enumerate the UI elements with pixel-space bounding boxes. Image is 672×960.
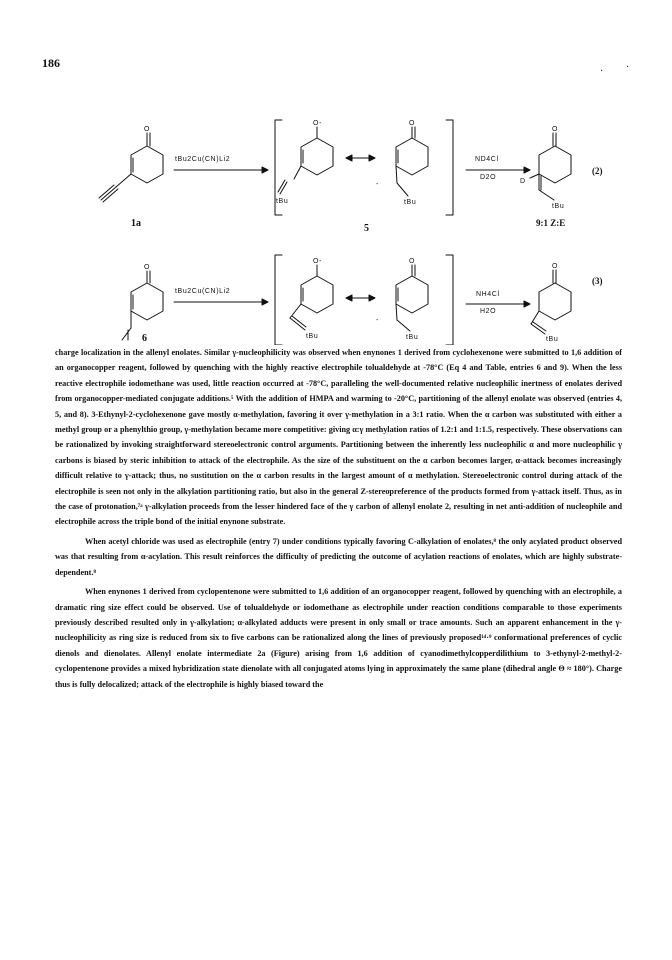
structure-dienolate <box>290 265 333 330</box>
structure-allenyl-enolate <box>278 127 333 194</box>
paragraph: When acetyl chloride was used as electrophile (entry 7) under conditions typically favoring C-alkylation of enolates,⁸ the only acylated product observed was that resulting from α-acylation. This result reinforces the difficulty of predicting the outcome of acylation reactions of enolates, which are highly substrate-dependent.⁸ <box>55 536 622 577</box>
speck-mark: · <box>626 62 630 73</box>
atom-oxygen: O <box>144 126 151 133</box>
speck-mark: · <box>600 66 604 77</box>
group-tbu: tBu <box>406 334 419 341</box>
z-e-ratio: 9:1 Z:E <box>536 218 566 228</box>
atom-oxygen: O <box>144 264 151 271</box>
charge-minus: - <box>376 181 379 188</box>
group-tbu: tBu <box>276 198 289 205</box>
structure-1a <box>99 133 163 202</box>
compound-label: 5 <box>364 223 369 234</box>
atom-oxygen-anion: O- <box>313 258 322 265</box>
structure-protonated-product <box>531 270 571 334</box>
page-number: 186 <box>42 56 60 70</box>
group-tbu: tBu <box>546 336 559 343</box>
structure-vinyl-anion <box>396 127 428 196</box>
reagent-cuprate: tBu2Cu(CN)Li2 <box>175 288 231 295</box>
equation-number: (3) <box>592 276 603 286</box>
reagent-nd4cl: ND4Cl <box>475 156 499 163</box>
reaction-scheme <box>0 0 672 345</box>
atom-oxygen: O <box>552 263 559 270</box>
paragraph: charge localization in the allenyl enolates. Similar γ-nucleophilicity was observed when enynones 1 derived from cyclohexenone were submitted to 1,6 addition of an organocopper reagent, followed by quenching with the highly reactive electrophile tolualdehyde at -78°C (Eq 4 and Table, entries 6 and 9). When the less reactive electrophile iodomethane was used, little reaction occurred at -78°C, paralleling the well-documented relative nucleophilic inertness of enolates derived from organocopper-mediated conjugate additions.⁵ With the addition of HMPA and warming to -20°C, partitioning of the allenyl enolate was observed (entries 4, 5, and 8). 3-Ethynyl-2-cyclohexenone gave mostly α-methylation, favoring it over γ-methylation in a 3:1 ratio. When the α carbon was substituted with either a methyl group or a phenylthio group, γ-methylation became more competitive: giving α:γ methylation ratios of 1.2:1 and 1:1.5, respectively. These observations can be rationalized by invoking straightforward stereoelectronic control arguments. Partitioning between the inherently less nucleophilic α and more nucleophilic γ carbons is biased by steric inhibition to attack of the electrophile. As the size of the substituent on the α carbon becomes larger, α-attack becomes increasingly difficult relative to γ-attack; thus, no sustitution on the α carbon results in the largest amount of α methylation. Stereoelectronic control during attack of the electrophile is seen not only in the alkylation partitioning ratio, but also in the general Z-stereopreference of the products formed from γ-attack itself. Thus, as in the case of protonation,⁷ᵃ γ-alkylation proceeds from the lesser hindered face of the γ carbon of allenyl enolate 2, resulting in net anti-addition of nucleophile and electrophile across the triple bond of the initial enynone substrate. <box>55 348 622 527</box>
structure-allyl-anion <box>396 265 428 331</box>
atom-oxygen: O <box>409 120 416 127</box>
reagent-nh4cl: NH4Cl <box>476 291 500 298</box>
compound-label: 1a <box>131 218 141 229</box>
body-text <box>55 345 622 696</box>
reagent-h2o: H2O <box>480 308 497 315</box>
group-tbu: tBu <box>306 333 319 340</box>
group-tbu: tBu <box>404 199 417 206</box>
reagent-d2o: D2O <box>480 174 497 181</box>
paragraph: When enynones 1 derived from cyclopentenone were submitted to 1,6 addition of an organocopper reagent, followed by quenching with an electrophile, a dramatic ring size effect could be observed. Use of tolualdehyde or iodomethane as electrophile under reaction conditions comparable to those experiments previously described resulted only in γ-alkylation; α-alkylated adducts were present in only small or trace amounts. Such an apparent enhancement in the γ-nucleophilicity as ring size is reduced from six to five carbons can be rationalized along the lines of previously proposed¹ᵈ·⁹ conformational preferences of cyclic dienols and dienolates. Allenyl enolate intermediate 2a (Figure) arising from 1,6 addition of cyanodimethylcopperdilithium to 3-ethynyl-2-methyl-2-cyclopentenone provides a mixed hybridization state dienolate with all conjugated atoms lying in approximately the same plane (dihedral angle Θ ≈ 180°). Charge thus is fully delocalized; attack of the electrophile is highly biased toward the <box>55 587 622 689</box>
group-tbu: tBu <box>552 203 565 210</box>
structure-6 <box>122 271 163 340</box>
atom-oxygen-anion: O- <box>313 120 322 127</box>
atom-oxygen: O <box>409 258 416 265</box>
reagent-cuprate: tBu2Cu(CN)Li2 <box>175 156 231 163</box>
structure-deuterated-product <box>530 133 571 200</box>
equation-number: (2) <box>592 166 603 176</box>
compound-label: 6 <box>142 333 147 344</box>
charge-minus: - <box>376 317 379 324</box>
atom-oxygen: O <box>552 126 559 133</box>
atom-deuterium: D <box>520 178 526 185</box>
